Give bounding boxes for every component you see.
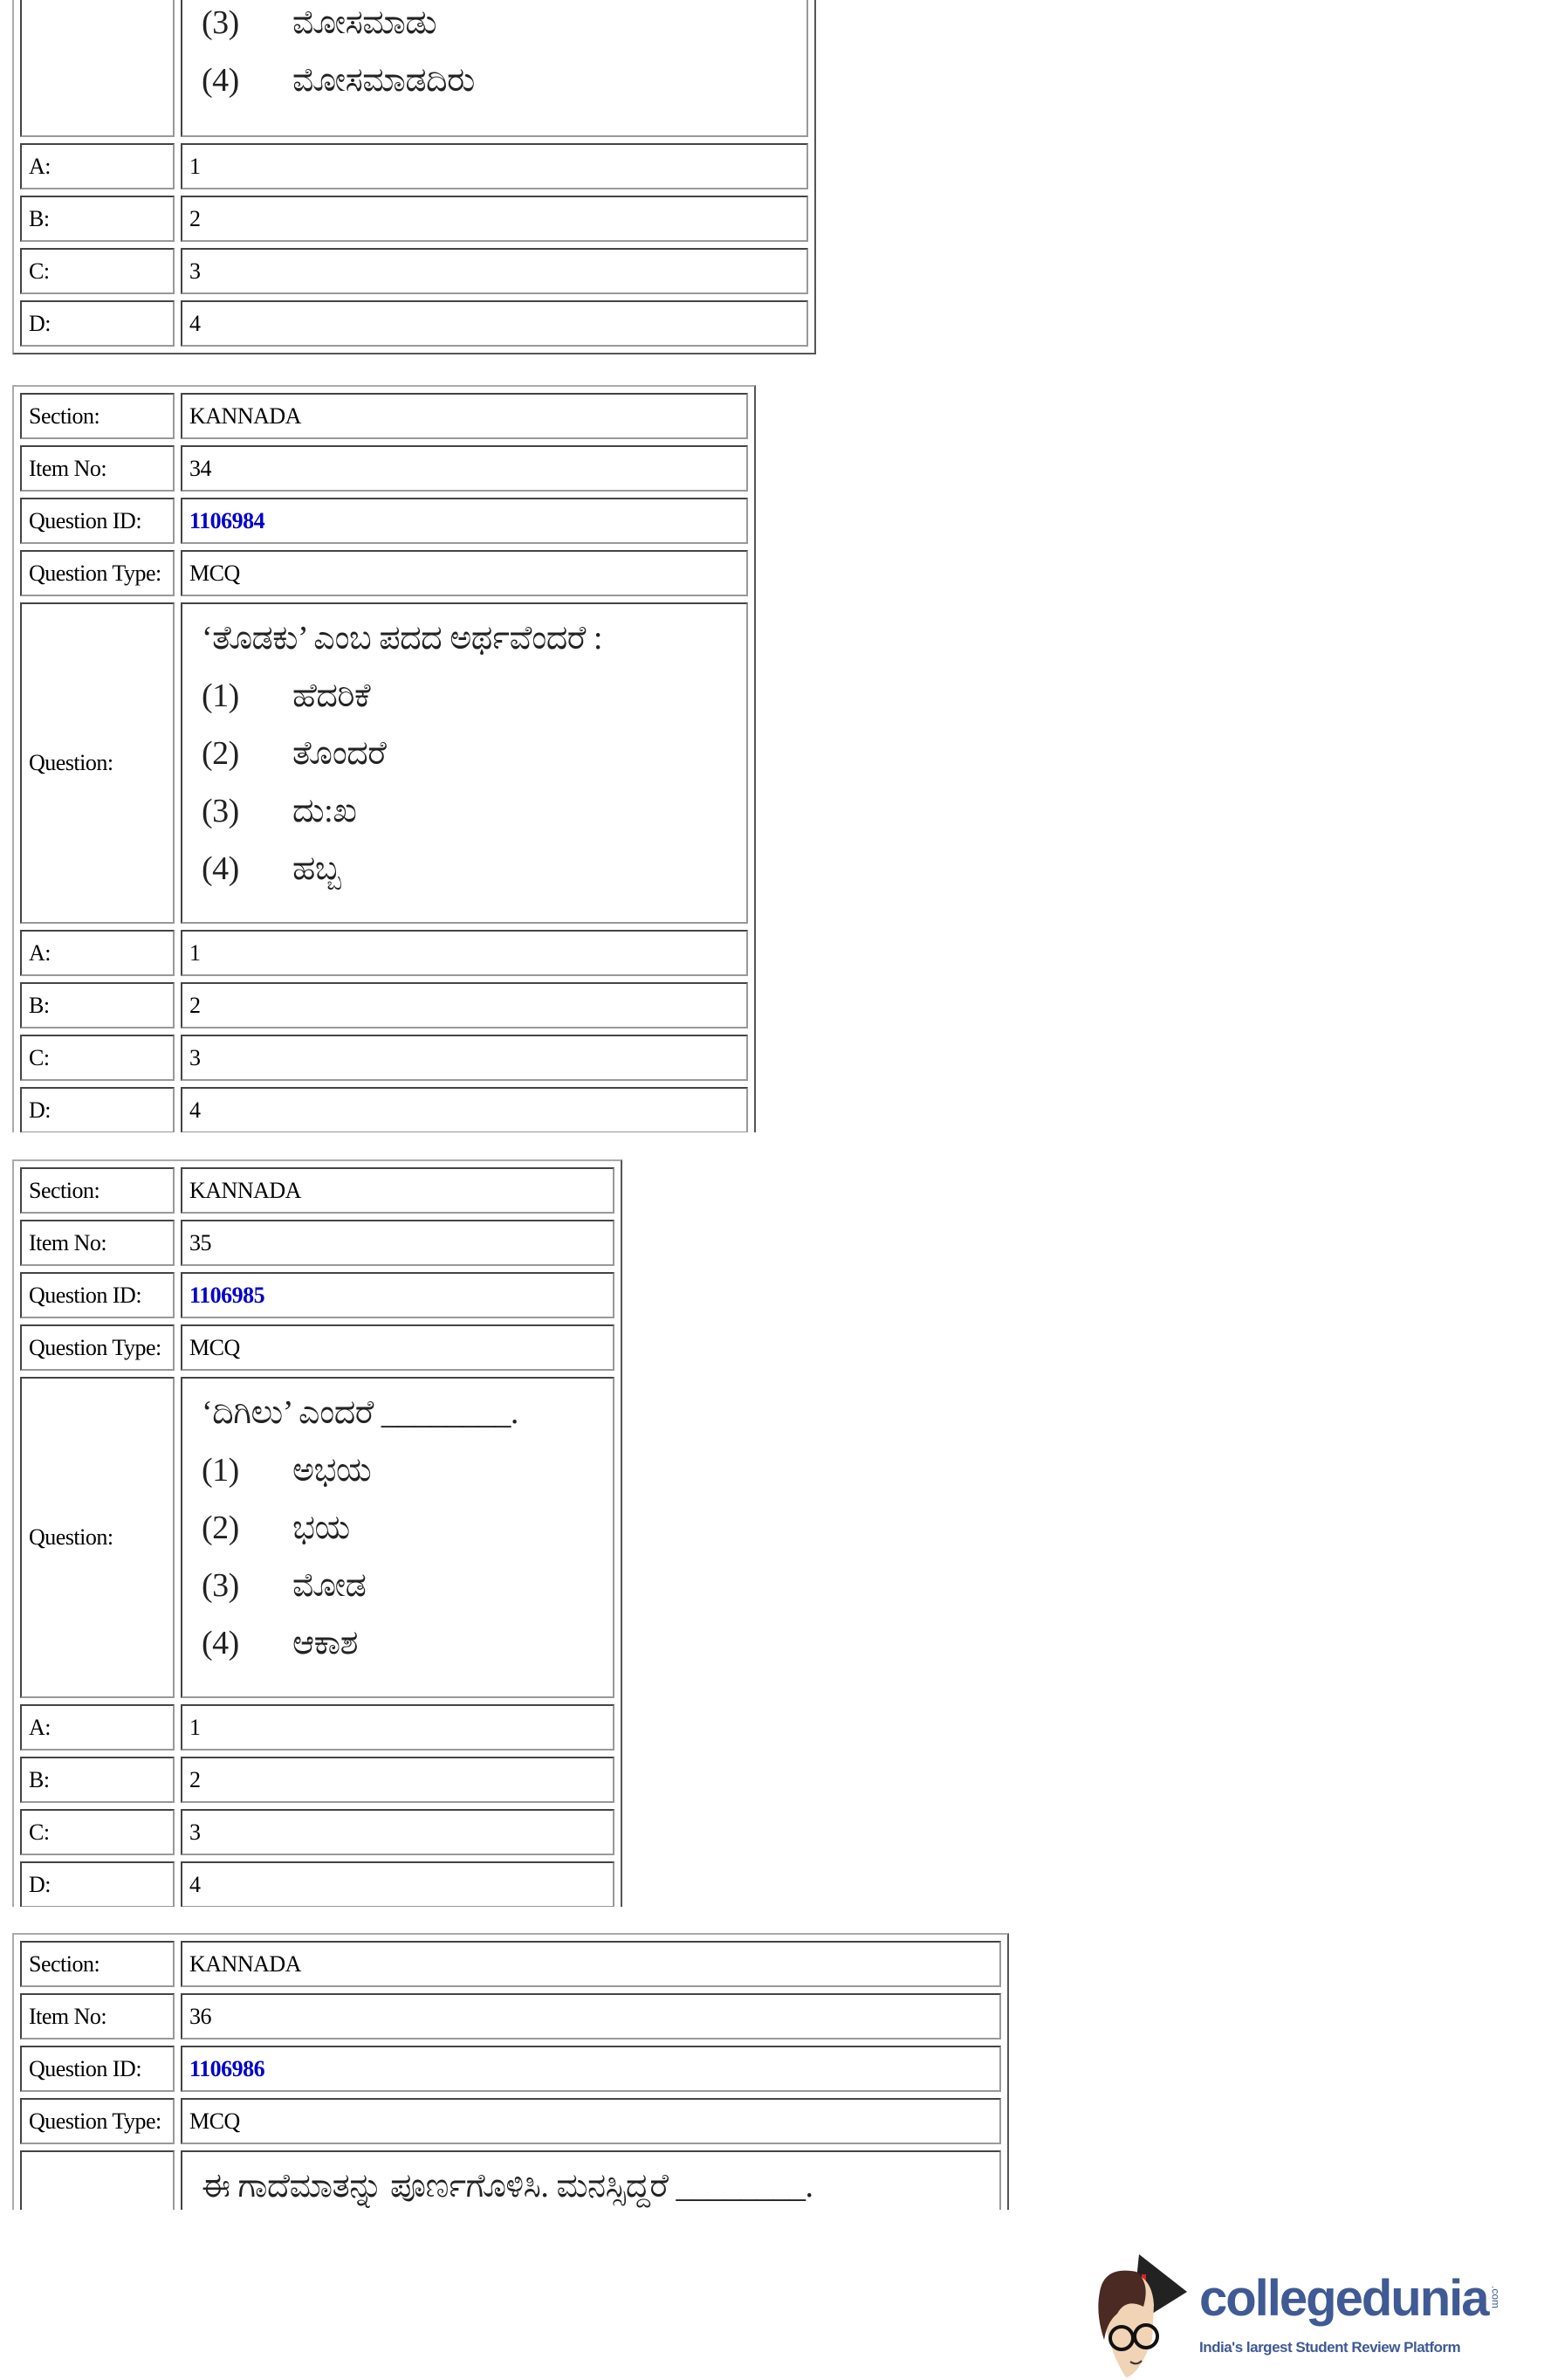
- question-label: Question:: [20, 602, 175, 924]
- question-text-cell: [181, 2150, 1001, 2210]
- question-label-cell: [20, 0, 175, 137]
- option-number: (2): [202, 1510, 239, 1546]
- answer-d-label: D:: [20, 1087, 175, 1132]
- answer-a-label: A:: [20, 143, 175, 189]
- answer-c-value: 3: [181, 1809, 614, 1855]
- answer-c-label: C:: [20, 1809, 175, 1855]
- collegedunia-logo: [1091, 2253, 1554, 2379]
- option-text: ಭಯ: [292, 1510, 350, 1546]
- question-label: Question:: [20, 1377, 175, 1698]
- answer-d-label: D:: [20, 1861, 175, 1907]
- section-value: KANNADA: [181, 1167, 614, 1214]
- question-type-label: Question Type:: [20, 1324, 175, 1371]
- item-no-value: 35: [181, 1220, 614, 1266]
- brand-tagline: India's largest Student Review Platform: [1199, 2339, 1461, 2356]
- option-text: ದು:ಖ: [292, 793, 357, 829]
- answer-b-value: 2: [181, 1757, 614, 1803]
- option-number: (1): [202, 678, 239, 714]
- answer-d-value: 4: [181, 1861, 614, 1907]
- option-line: [202, 1499, 594, 1557]
- question-text-cell: [181, 0, 808, 137]
- question-table-35: [12, 1159, 626, 1907]
- option-number: (4): [202, 1625, 239, 1661]
- answer-a-value: 1: [181, 930, 748, 976]
- answer-b-value: 2: [181, 196, 808, 242]
- option-text: ಮೋಸಮಾಡದಿರು: [292, 62, 475, 99]
- question-stem: ಈ ಗಾದೆಮಾತನ್ನು ಪೂರ್ಣಗೊಳಿಸಿ. ಮನಸ್ಸಿದ್ದರೆ ________.: [202, 2168, 813, 2205]
- option-text: ಆಕಾಶ: [292, 1625, 358, 1661]
- mascot-icon: [1091, 2253, 1196, 2379]
- option-number: (3): [202, 793, 239, 829]
- option-line: [202, 1441, 594, 1499]
- question-type-value: MCQ: [181, 550, 748, 596]
- item-no-label: Item No:: [20, 445, 175, 492]
- question-table-34: [12, 385, 759, 1132]
- option-text: ಹಬ್ಬ: [292, 850, 341, 887]
- question-table-33: [12, 0, 820, 354]
- answer-a-value: 1: [181, 143, 808, 189]
- answer-c-label: C:: [20, 248, 175, 294]
- option-line: [202, 1614, 594, 1672]
- question-id-value: 1106986: [181, 2046, 1001, 2092]
- option-number: (3): [202, 4, 239, 41]
- option-text: ಹೆದರಿಕೆ: [292, 678, 371, 714]
- option-number: (4): [202, 62, 239, 99]
- question-id-label: Question ID:: [20, 2046, 175, 2092]
- question-stem: ‘ತೊಡಕು’ ಎಂಬ ಪದದ ಅರ್ಥವೆಂದರೆ :: [202, 620, 602, 657]
- brand-row: [1199, 2268, 1501, 2329]
- section-value: KANNADA: [181, 1941, 1001, 1987]
- answer-a-label: A:: [20, 1704, 175, 1751]
- question-text-cell: [181, 602, 748, 924]
- question-type-value: MCQ: [181, 2098, 1001, 2144]
- section-label: Section:: [20, 393, 175, 439]
- option-number: (3): [202, 1567, 239, 1604]
- answer-d-value: 4: [181, 300, 808, 347]
- section-value: KANNADA: [181, 393, 748, 439]
- item-no-value: 34: [181, 445, 748, 492]
- question-type-label: Question Type:: [20, 2098, 175, 2144]
- option-text: ಅಭಯ: [292, 1452, 372, 1489]
- answer-a-value: 1: [181, 1704, 614, 1751]
- option-text: ತೊಂದರೆ: [292, 735, 387, 772]
- answer-c-label: C:: [20, 1035, 175, 1081]
- item-no-label: Item No:: [20, 1993, 175, 2040]
- answer-b-label: B:: [20, 982, 175, 1028]
- answer-b-label: B:: [20, 1757, 175, 1803]
- option-number: (2): [202, 735, 239, 772]
- option-line: [202, 840, 727, 898]
- option-text: ಮೋಡ: [292, 1567, 367, 1604]
- item-no-value: 36: [181, 1993, 1001, 2040]
- section-label: Section:: [20, 1941, 175, 1987]
- question-id-label: Question ID:: [20, 498, 175, 544]
- answer-c-value: 3: [181, 248, 808, 294]
- question-stem: ‘ದಿಗಿಲು’ ಎಂದರೆ ________.: [202, 1394, 518, 1431]
- section-label: Section:: [20, 1167, 175, 1214]
- answer-b-label: B:: [20, 196, 175, 242]
- question-type-label: Question Type:: [20, 550, 175, 596]
- logo-text: [1199, 2268, 1501, 2357]
- option-line: [202, 725, 727, 782]
- question-text-cell: [181, 1377, 614, 1698]
- question-table-36: [12, 1933, 1012, 2210]
- question-id-value: 1106984: [181, 498, 748, 544]
- option-number: (4): [202, 850, 239, 887]
- question-label: [20, 2150, 175, 2210]
- option-line: [202, 782, 727, 840]
- question-id-label: Question ID:: [20, 1272, 175, 1318]
- answer-b-value: 2: [181, 982, 748, 1028]
- answer-d-label: D:: [20, 300, 175, 347]
- item-no-label: Item No:: [20, 1220, 175, 1266]
- option-line: [202, 52, 787, 109]
- answer-c-value: 3: [181, 1035, 748, 1081]
- brand-name: collegedunia: [1199, 2270, 1488, 2327]
- option-number: (1): [202, 1452, 239, 1489]
- question-id-value: 1106985: [181, 1272, 614, 1318]
- brand-domain: .com: [1489, 2286, 1502, 2309]
- answer-d-value: 4: [181, 1087, 748, 1132]
- question-type-value: MCQ: [181, 1324, 614, 1371]
- option-line: [202, 667, 727, 725]
- option-line: [202, 0, 787, 52]
- option-line: [202, 1557, 594, 1614]
- answer-a-label: A:: [20, 930, 175, 976]
- option-text: ಮೋಸಮಾಡು: [292, 4, 437, 41]
